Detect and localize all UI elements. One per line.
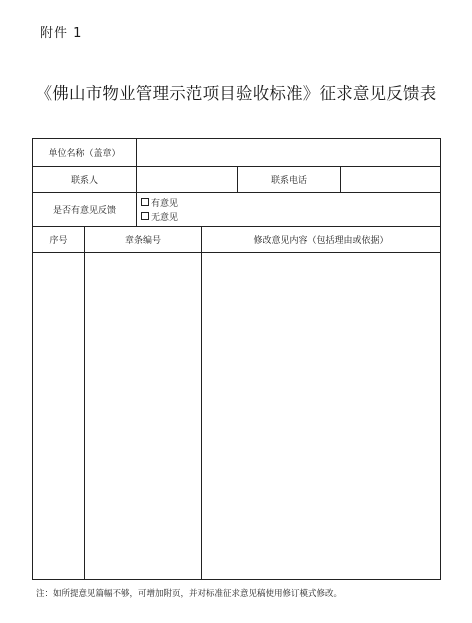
column-header-content: 修改意见内容（包括理由或依据）	[253, 236, 389, 246]
column-header-seq: 序号	[49, 236, 68, 246]
attachment-label: 附件 1	[40, 26, 83, 41]
content-input-area[interactable]	[202, 253, 440, 579]
option-yes[interactable]	[141, 196, 178, 208]
seq-input-area[interactable]	[33, 253, 84, 579]
contact-field[interactable]	[137, 167, 237, 192]
column-header-chapter: 章条编号	[124, 236, 161, 246]
unit-name-field[interactable]	[137, 139, 440, 166]
contact-label: 联系人	[70, 176, 98, 186]
unit-name-label: 单位名称（盖章）	[48, 149, 121, 159]
option-no-label: 无意见	[151, 212, 179, 223]
checkbox-icon	[141, 198, 149, 206]
phone-label: 联系电话	[270, 176, 307, 186]
option-yes-label: 有意见	[151, 198, 179, 209]
checkbox-icon	[141, 212, 149, 220]
phone-field[interactable]	[341, 167, 440, 192]
option-no[interactable]	[141, 210, 178, 222]
chapter-input-area[interactable]	[85, 253, 201, 579]
footer-note: 注：如所提意见篇幅不够，可增加附页，并对标准征求意见稿使用修订模式修改。	[36, 589, 343, 599]
feedback-question-label: 是否有意见反馈	[52, 206, 116, 216]
page-title: 《佛山市物业管理示范项目验收标准》征求意见反馈表	[35, 84, 437, 103]
feedback-form-table	[32, 138, 441, 580]
